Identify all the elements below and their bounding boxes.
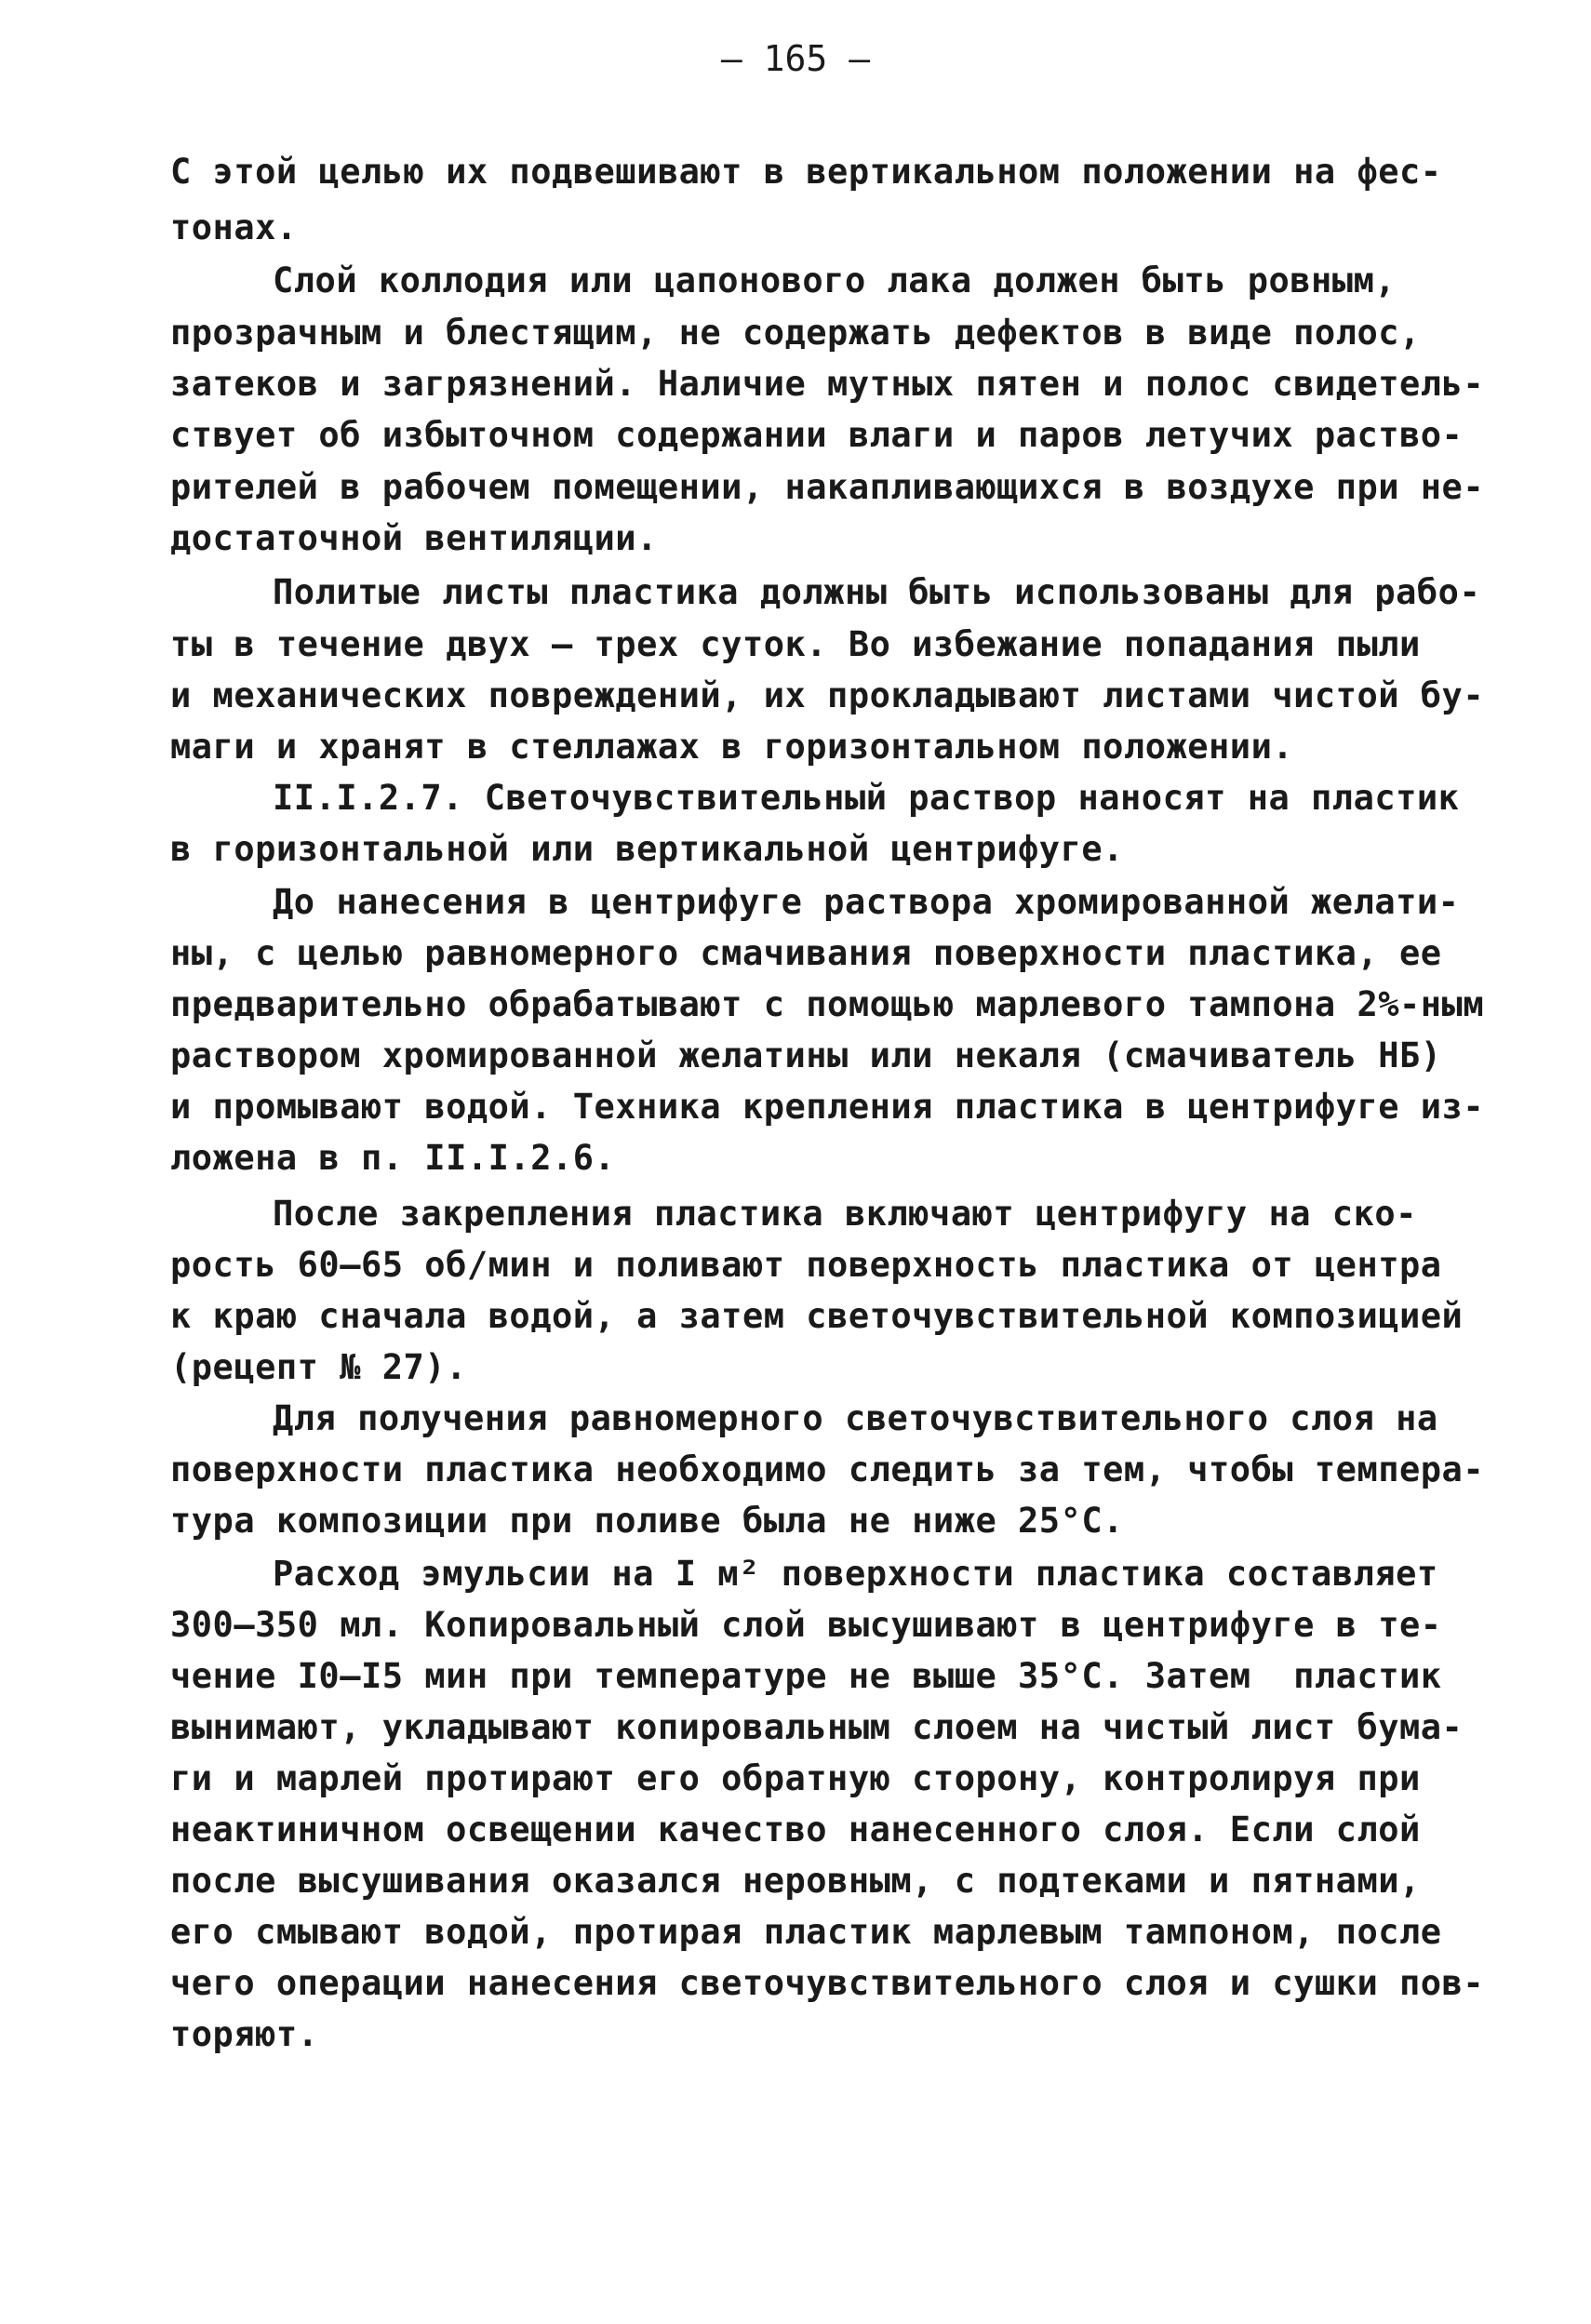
text-line: ствует об избыточном содержании влаги и паров летучих раство-	[170, 415, 1464, 455]
text-line: предварительно обрабатывают с помощью марлевого тампона 2%-ным	[170, 984, 1485, 1024]
text-line: торяют.	[170, 2014, 319, 2054]
text-line: Слой коллодия или цапонового лака должен быть ровным,	[273, 260, 1397, 301]
text-line: к краю сначала водой, а затем светочувствительной композицией	[170, 1296, 1464, 1336]
text-line: До нанесения в центрифуге раствора хромированной желати-	[273, 882, 1460, 922]
text-line: (рецепт № 27).	[170, 1347, 467, 1387]
text-line: тура композиции при поливе была не ниже 25°С.	[170, 1501, 1124, 1541]
text-line: и промывают водой. Техника крепления пластика в центрифуге из-	[170, 1087, 1485, 1127]
text-line: ги и марлей протирают его обратную сторону, контролируя при	[170, 1758, 1421, 1798]
text-line: После закрепления пластика включают центрифугу на ско-	[273, 1194, 1417, 1234]
text-line: ны, с целью равномерного смачивания поверхности пластика, ее	[170, 933, 1442, 973]
text-line: в горизонтальной или вертикальной центрифуге.	[170, 829, 1124, 869]
text-line: С этой целью их подвешивают в вертикальном положении на фес-	[170, 152, 1442, 192]
text-line: II.I.2.7. Светочувствительный раствор наносят на пластик	[273, 778, 1460, 818]
text-line: вынимают, укладывают копировальным слоем на чистый лист бума-	[170, 1707, 1464, 1747]
text-line: прозрачным и блестящим, не содержать дефектов в виде полос,	[170, 313, 1421, 353]
text-line: Расход эмульсии на I м² поверхности пластика составляет	[273, 1554, 1438, 1594]
text-line: Для получения равномерного светочувствительного слоя на	[273, 1398, 1438, 1438]
text-line: чение I0–I5 мин при температуре не выше 35°С. Затем пластик	[170, 1656, 1442, 1696]
text-line: маги и хранят в стеллажах в горизонтальном положении.	[170, 727, 1294, 767]
text-line: после высушивания оказался неровным, с подтеками и пятнами,	[170, 1861, 1421, 1901]
text-line: тонах.	[170, 207, 298, 247]
text-line: Политые листы пластика должны быть использованы для рабо-	[273, 572, 1481, 612]
text-line: его смывают водой, протирая пластик марлевым тампоном, после	[170, 1912, 1442, 1952]
text-line: рость 60–65 об/мин и поливают поверхность пластика от центра	[170, 1245, 1442, 1285]
text-line: и механических повреждений, их прокладывают листами чистой бу-	[170, 675, 1485, 715]
text-line: рителей в рабочем помещении, накапливающихся в воздухе при не-	[170, 467, 1485, 507]
text-line: затеков и загрязнений. Наличие мутных пятен и полос свидетель-	[170, 364, 1485, 404]
text-line: чего операции нанесения светочувствительного слоя и сушки пов-	[170, 1963, 1485, 2003]
text-line: поверхности пластика необходимо следить за тем, чтобы темпера-	[170, 1449, 1485, 1489]
text-line: 300–350 мл. Копировальный слой высушивают в центрифуге в те-	[170, 1605, 1442, 1645]
text-line: неактиничном освещении качество нанесенного слоя. Если слой	[170, 1810, 1421, 1850]
text-line: ложена в п. II.I.2.6.	[170, 1138, 616, 1178]
page-number: – 165 –	[720, 38, 871, 79]
text-line: достаточной вентиляции.	[170, 518, 658, 558]
text-line: раствором хромированной желатины или некаля (смачиватель НБ)	[170, 1035, 1442, 1075]
text-line: ты в течение двух – трех суток. Во избежание попадания пыли	[170, 624, 1421, 664]
